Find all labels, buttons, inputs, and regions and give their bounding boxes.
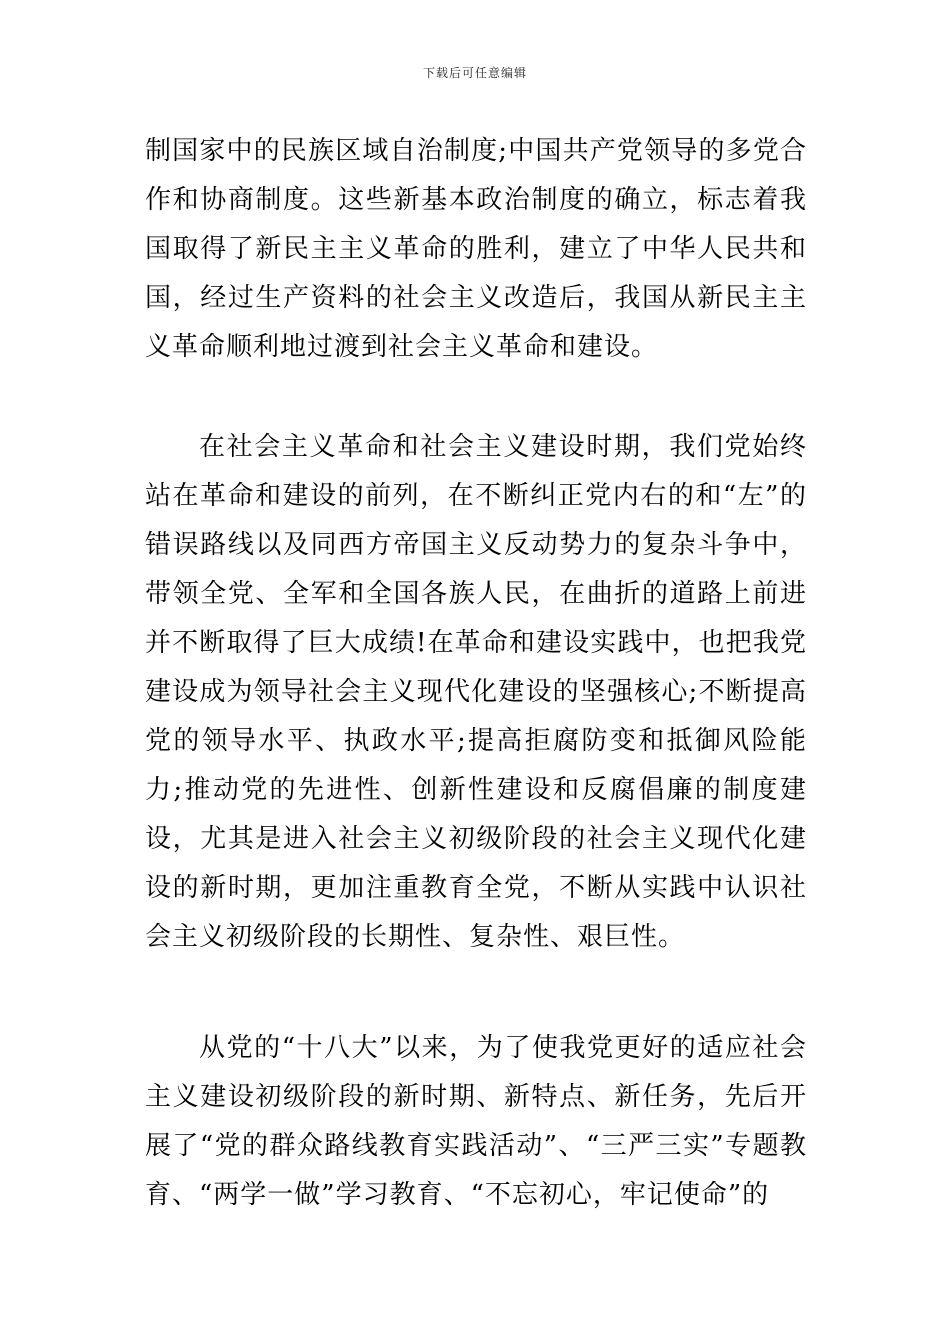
paragraph-2: 在社会主义革命和社会主义建设时期，我们党始终站在革命和建设的前列，在不断纠正党内右的和“左”的错误路线以及同西方帝国主义反动势力的复杂斗争中，带领全党、全军和全国各族人民，在曲折的道路上前进并不断取得了巨大成绩!在革命和建设实践中，也把我党建设成为领导社会主义现代化建设的坚强核心;不断提高党的领导水平、执政水平;提高拒腐防变和抵御风险能力;推动党的先进性、创新性建设和反腐倡廉的制度建设，尤其是进入社会主义初级阶段的社会主义现代化建设的新时期，更加注重教育全党，不断从实践中认识社会主义初级阶段的长期性、复杂性、艰巨性。 [145,432,807,952]
page-header: 下载后可任意编辑 [422,66,527,80]
paragraph-1: 制国家中的民族区域自治制度;中国共产党领导的多党合作和协商制度。这些新基本政治制度的确立，标志着我国取得了新民主主义革命的胜利，建立了中华人民共和国，经过生产资料的社会主义改造后，我国从新民主主义革命顺利地过渡到社会主义革命和建设。 [145,136,807,362]
paragraph-3: 从党的“十八大”以来，为了使我党更好的适应社会主义建设初级阶段的新时期、新特点、新任务，先后开展了“党的群众路线教育实践活动”、“三严三实”专题教育、“两学一做”学习教育、“不忘初心，牢记使命”的 [145,1033,807,1210]
